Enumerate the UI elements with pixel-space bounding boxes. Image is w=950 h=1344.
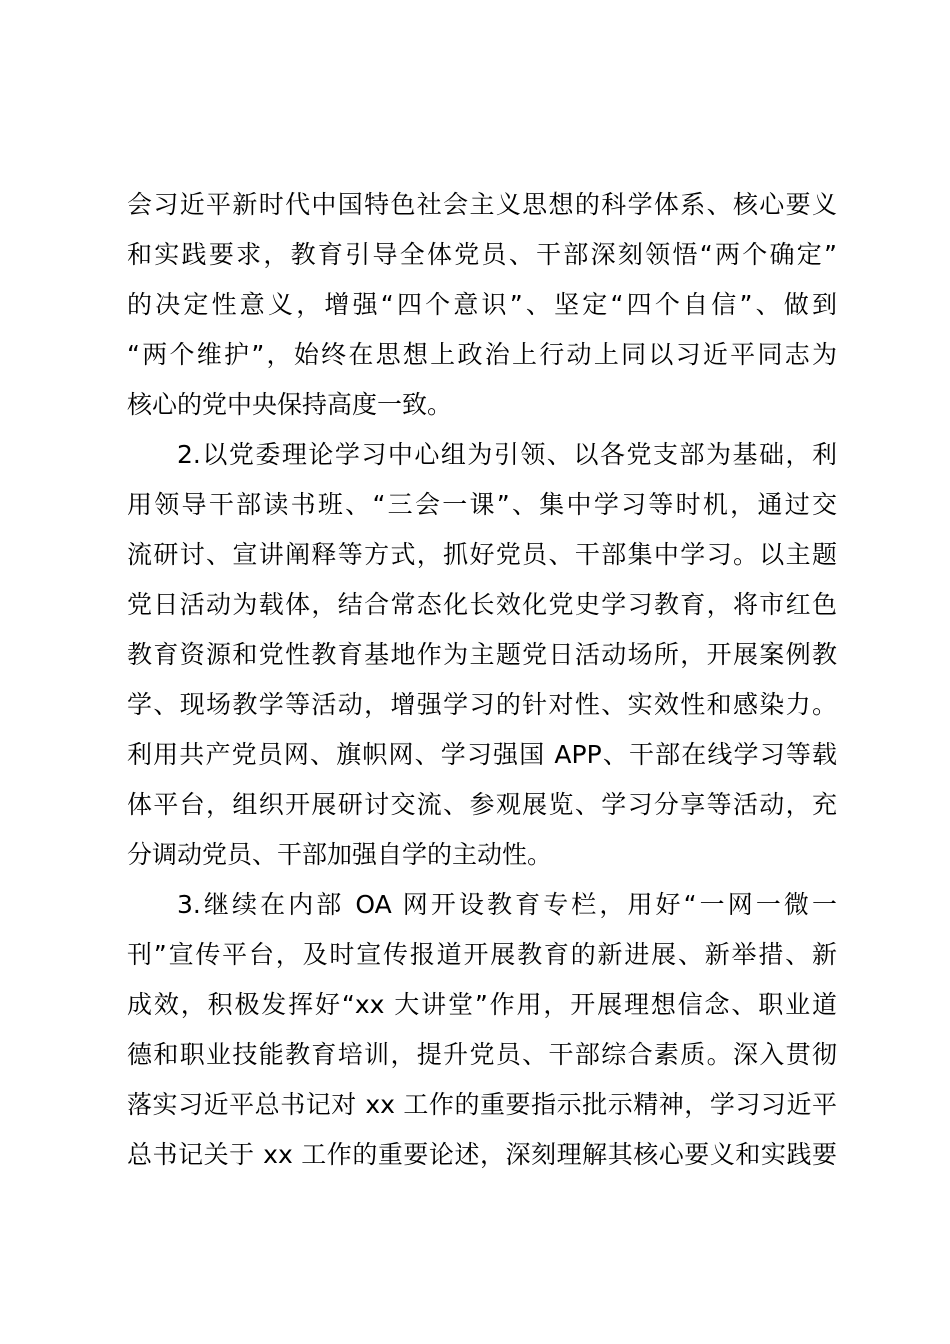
- text-line: 的决定性意义，增强“四个意识”、坚定“四个自信”、做到: [127, 290, 837, 319]
- text-line: 学、现场教学等活动，增强学习的针对性、实效性和感染力。: [127, 690, 837, 719]
- text-line: 分调动党员、干部加强自学的主动性。: [127, 840, 553, 869]
- text-line: 成效，积极发挥好“xx 大讲堂”作用，开展理想信念、职业道: [127, 990, 837, 1019]
- text-line: 落实习近平总书记对 xx 工作的重要指示批示精神，学习习近平: [127, 1090, 837, 1119]
- text-line: 利用共产党员网、旗帜网、学习强国 APP、干部在线学习等载: [127, 740, 837, 769]
- text-line: 教育资源和党性教育基地作为主题党日活动场所，开展案例教: [127, 640, 837, 669]
- text-line: 2.以党委理论学习中心组为引领、以各党支部为基础，利: [177, 440, 837, 469]
- body-text: [127, 180, 837, 1180]
- text-line: “两个维护”，始终在思想上政治上行动上同以习近平同志为: [127, 340, 837, 369]
- text-line: 流研讨、宣讲阐释等方式，抓好党员、干部集中学习。以主题: [127, 540, 837, 569]
- text-line: 刊”宣传平台，及时宣传报道开展教育的新进展、新举措、新: [127, 940, 837, 969]
- text-line: 会习近平新时代中国特色社会主义思想的科学体系、核心要义: [127, 190, 837, 219]
- text-line: 核心的党中央保持高度一致。: [127, 390, 453, 419]
- text-line: 德和职业技能教育培训，提升党员、干部综合素质。深入贯彻: [127, 1040, 837, 1069]
- text-line: 体平台，组织开展研讨交流、参观展览、学习分享等活动，充: [127, 790, 837, 819]
- text-line: 用领导干部读书班、“三会一课”、集中学习等时机，通过交: [127, 490, 837, 519]
- text-line: 3.继续在内部 OA 网开设教育专栏，用好“一网一微一: [177, 890, 837, 919]
- text-line: 总书记关于 xx 工作的重要论述，深刻理解其核心要义和实践要: [127, 1140, 837, 1169]
- text-line: 和实践要求，教育引导全体党员、干部深刻领悟“两个确定”: [127, 240, 837, 269]
- text-line: 党日活动为载体，结合常态化长效化党史学习教育，将市红色: [127, 590, 837, 619]
